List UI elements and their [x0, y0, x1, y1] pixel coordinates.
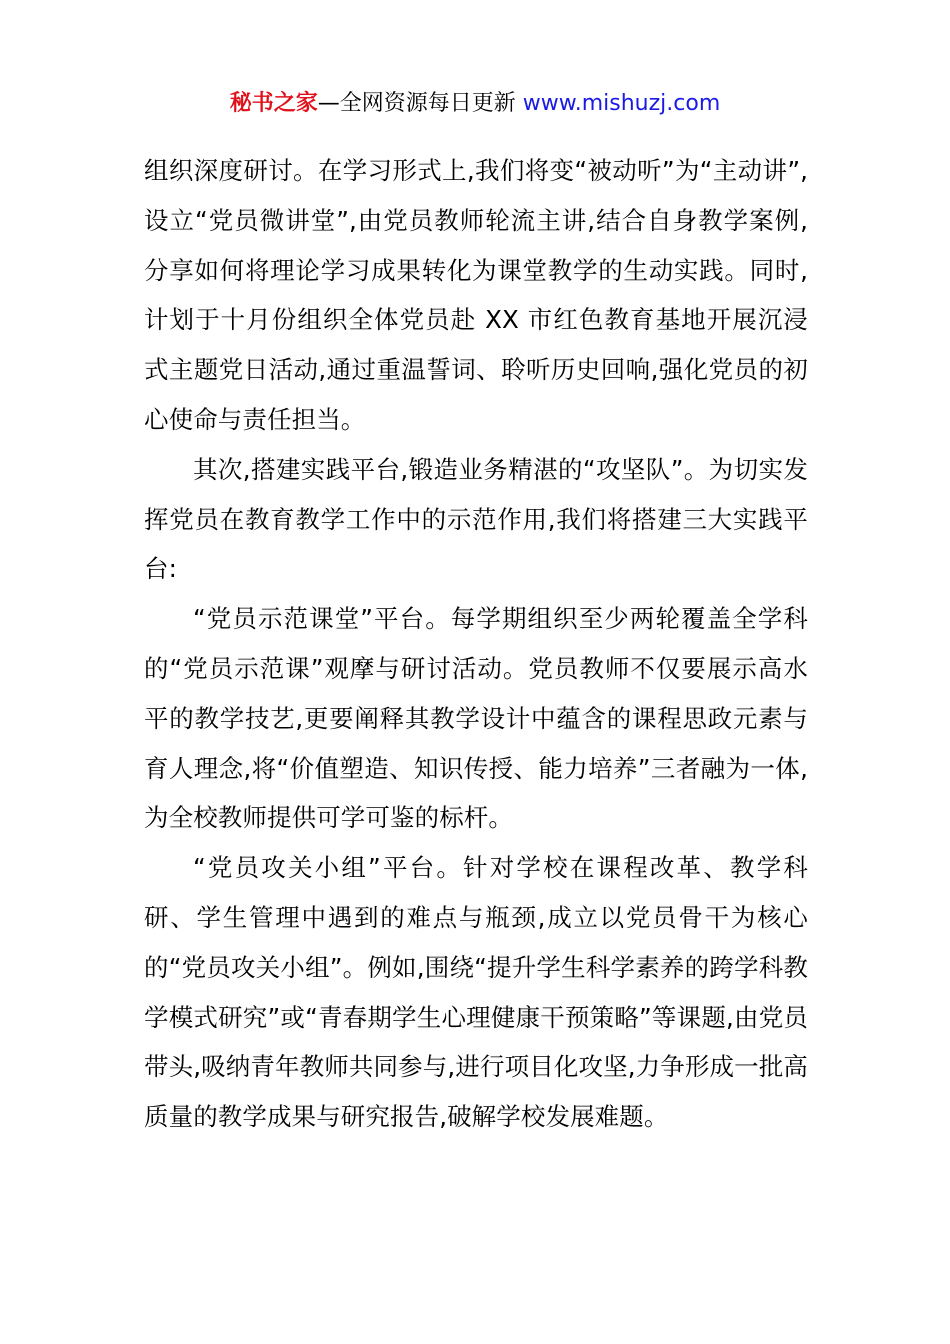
paragraph-demo-classroom: “党员示范课堂”平台。每学期组织至少两轮覆盖全学科的“党员示范课”观摩与研讨活动。党员教师不仅要展示高水平的教学技艺,更要阐释其教学设计中蕴含的课程思政元素与育人理念,将“价值塑造、知识传授、能力培养”三者融为一体,为全校教师提供可学可鉴的标杆。 [144, 604, 808, 833]
header-slogan: 全网资源每日更新 [339, 91, 516, 116]
page-header [0, 86, 950, 122]
paragraph-task-force: “党员攻关小组”平台。针对学校在课程改革、教学科研、学生管理中遇到的难点与瓶颈,成立以党员骨干为核心的“党员攻关小组”。例如,围绕“提升学生科学素养的跨学科教学模式研究”或“青春期学生心理健康干预策略”等课题,由党员带头,吸纳青年教师共同参与,进行项目化攻坚,力争形成一批高质量的教学成果与研究报告,破解学校发展难题。 [144, 853, 808, 1132]
site-url-link[interactable]: www.mishuzj.com [522, 91, 721, 116]
paragraph-continued: 组织深度研讨。在学习形式上,我们将变“被动听”为“主动讲”,设立“党员微讲堂”,由党员教师轮流主讲,结合自身教学案例,分享如何将理论学习成果转化为课堂教学的生动实践。同时,计划于十月份组织全体党员赴 XX 市红色教育基地开展沉浸式主题党日活动,通过重温誓词、聆听历史回响,强化党员的初心使命与责任担当。 [144, 156, 808, 434]
site-brand: 秘书之家 [229, 91, 318, 116]
paragraph-practice-platform: 其次,搭建实践平台,锻造业务精湛的“攻坚队”。为切实发挥党员在教育教学工作中的示范作用,我们将搭建三大实践平台: [144, 454, 808, 584]
document-body [144, 146, 808, 1142]
header-separator: — [317, 91, 340, 116]
